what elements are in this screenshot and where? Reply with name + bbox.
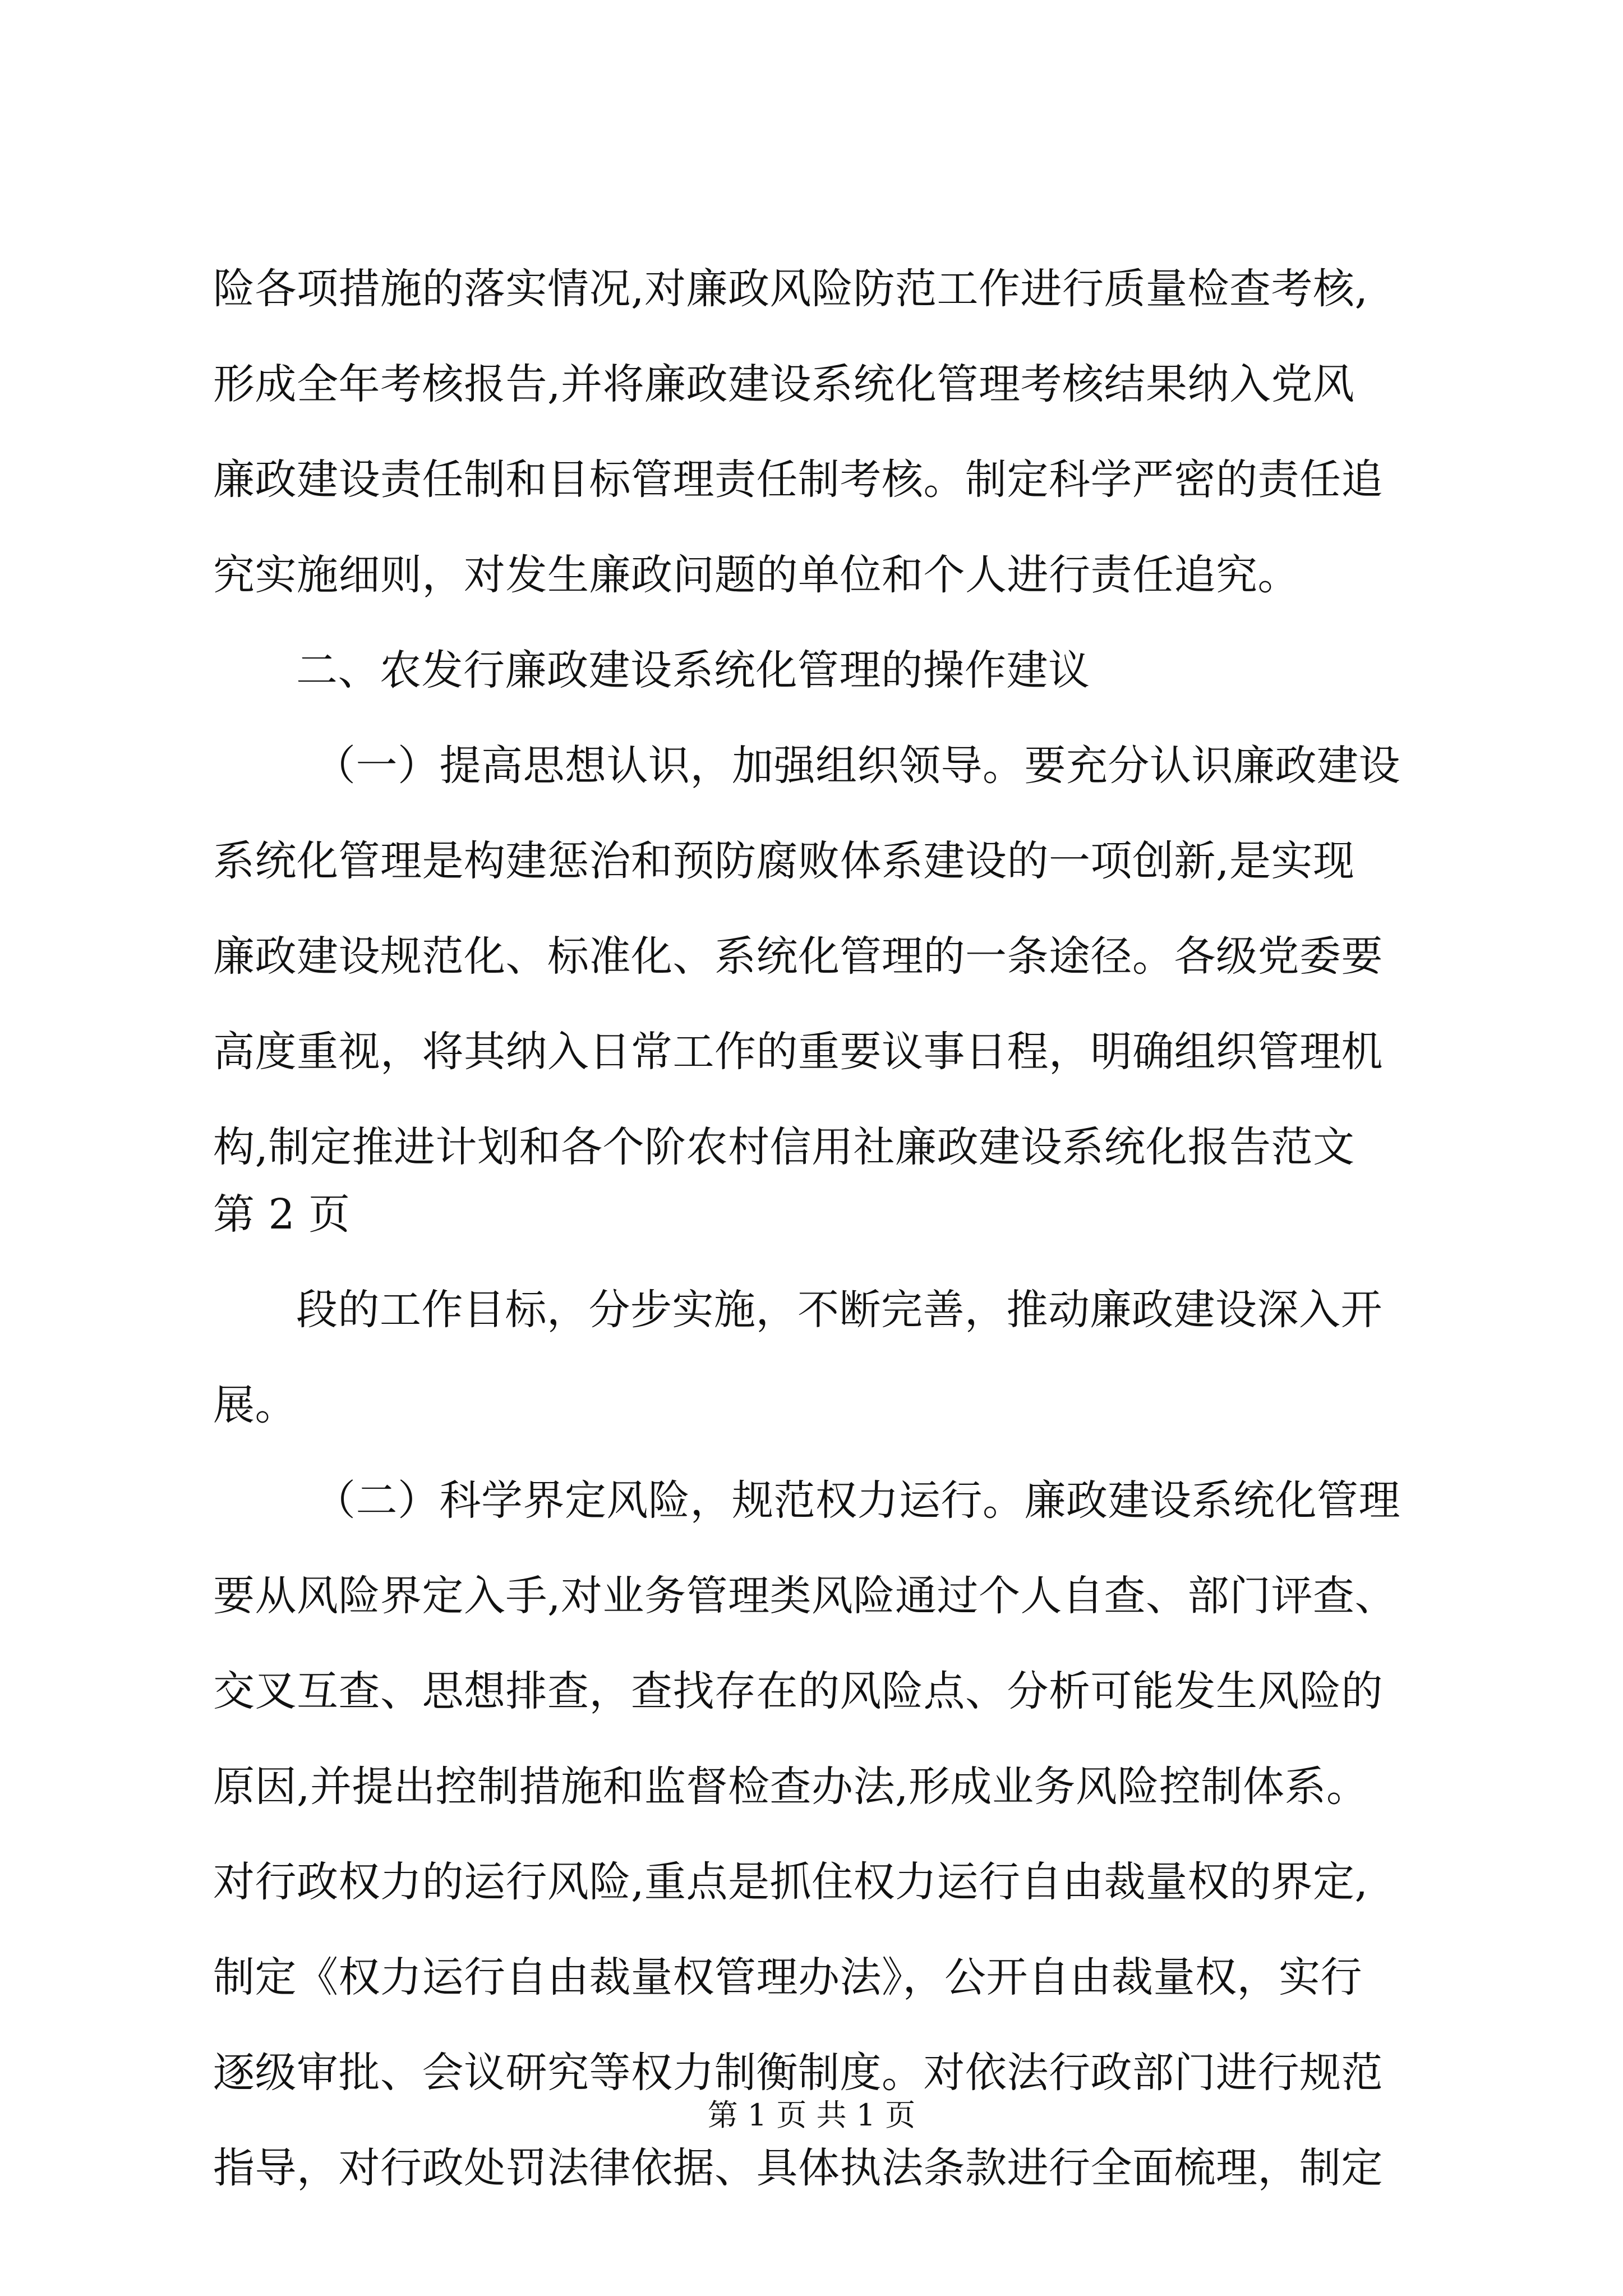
text-line: 构,制定推进计划和各个阶农村信用社廉政建设系统化报告范文 (213, 1123, 1355, 1171)
text-line: （一）提高思想认识，加强组织领导。要充分认识廉政建设 (314, 742, 1400, 790)
text-line: 对行政权力的运行风险,重点是抓住权力运行自由裁量权的界定, (213, 1858, 1368, 1906)
page-marker: 第 2 页 (213, 1190, 351, 1239)
text-line: 形成全年考核报告,并将廉政建设系统化管理考核结果纳入党风 (213, 360, 1355, 408)
text-line: 展。 (213, 1381, 297, 1429)
text-line: 指导，对行政处罚法律依据、具体执法条款进行全面梳理，制定 (213, 2144, 1383, 2192)
text-line: （二）科学界定风险，规范权力运行。廉政建设系统化管理 (314, 1476, 1400, 1525)
text-line: 原因,并提出控制措施和监督检查办法,形成业务风险控制体系。 (213, 1763, 1368, 1811)
text-line: 要从风险界定入手,对业务管理类风险通过个人自查、部门评查、 (213, 1572, 1397, 1620)
text-line: 交叉互查、思想排查，查找存在的风险点、分析可能发生风险的 (213, 1667, 1383, 1715)
page-footer: 第 1 页 共 1 页 (707, 2097, 916, 2133)
text-line: 系统化管理是构建惩治和预防腐败体系建设的一项创新,是实现 (213, 837, 1355, 885)
section-heading: 二、农发行廉政建设系统化管理的操作建议 (296, 646, 1090, 694)
text-line: 廉政建设规范化、标准化、系统化管理的一条途径。各级党委要 (213, 932, 1383, 981)
text-line: 制定《权力运行自由裁量权管理办法》，公开自由裁量权，实行 (213, 1953, 1362, 2001)
text-line: 逐级审批、会议研究等权力制衡制度。对依法行政部门进行规范 (213, 2049, 1383, 2097)
text-line: 段的工作目标，分步实施，不断完善，推动廉政建设深入开 (296, 1286, 1382, 1334)
text-line: 高度重视，将其纳入日常工作的重要议事日程，明确组织管理机 (213, 1028, 1383, 1076)
text-line: 究实施细则，对发生廉政问题的单位和个人进行责任追究。 (213, 551, 1299, 599)
text-line: 廉政建设责任制和目标管理责任制考核。制定科学严密的责任追 (213, 455, 1383, 504)
text-line: 险各项措施的落实情况,对廉政风险防范工作进行质量检查考核, (213, 265, 1368, 313)
